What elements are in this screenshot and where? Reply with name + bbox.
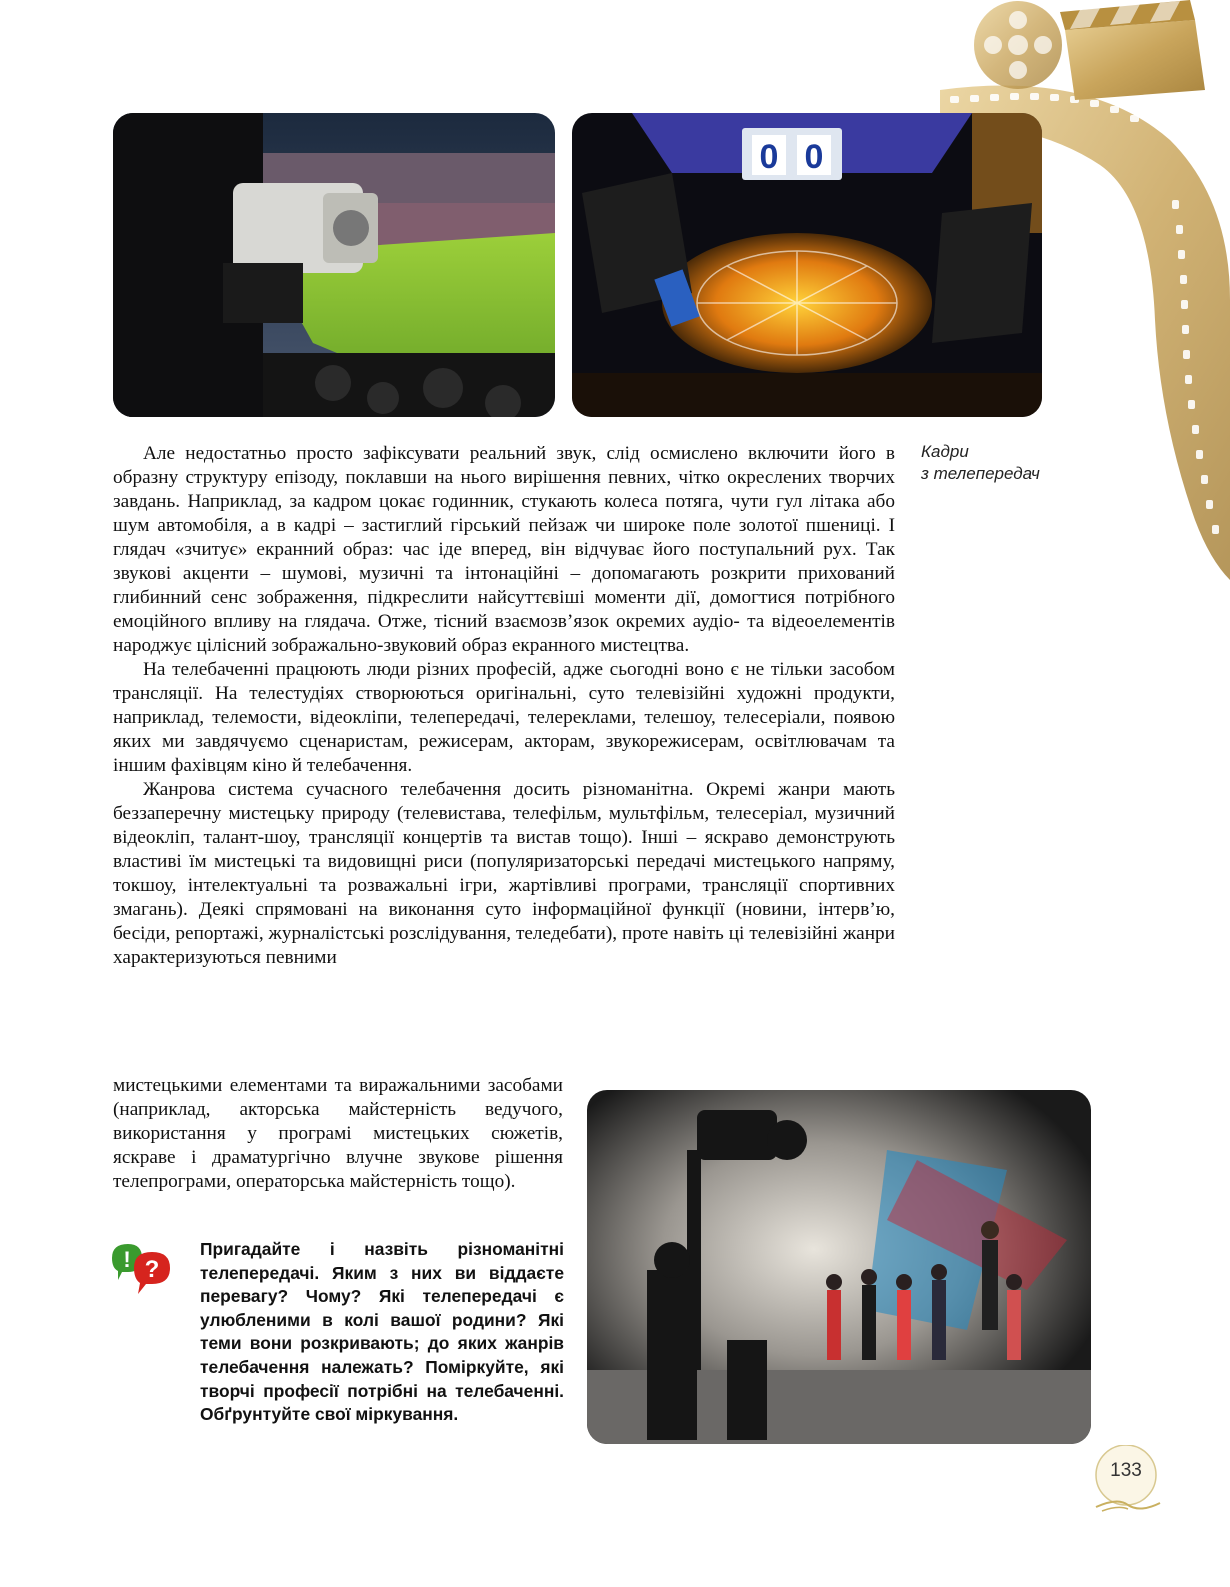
caption-line-2: з телепередач	[921, 464, 1040, 483]
score-right: 0	[804, 138, 824, 176]
score-left: 0	[759, 138, 779, 176]
exclamation-question-bubbles-icon	[108, 1240, 174, 1296]
studio-filming-photo	[587, 1090, 1091, 1444]
caption-line-1: Кадри	[921, 442, 969, 461]
page-number-badge	[1088, 1445, 1168, 1517]
paragraph-3-continuation: мистецькими елементами та виражальними засобами (наприклад, акторська майстерність ведучого, використання у програмі мистецьких сюжетів, яскраве і драматургічно влучне звукове рішення телепрограми, операторська майстерність тощо).	[113, 1075, 563, 1192]
photo-caption	[921, 441, 1101, 485]
stadium-camera-photo	[113, 113, 555, 417]
svg-text:?: ?	[144, 1256, 160, 1283]
svg-text:!: !	[123, 1247, 131, 1272]
film-reel-icon	[974, 1, 1062, 89]
clapperboard-icon	[1060, 0, 1205, 100]
main-text	[113, 442, 895, 970]
quiz-studio-photo	[572, 113, 1042, 417]
paragraph-3: Жанрова система сучасного телебачення досить різноманітна. Окремі жанри мають беззаперечну мистецьку природу (телевистава, телефільм, мультфільм, телесеріал, музичний відеокліп, талант-шоу, трансляції концертів та вистав тощо). Інші – яскраво демонструють властиві їм мистецькі та видовищні риси (популяризаторські передачі мистецького напряму, токшоу, інтелектуальні та розважальні ігри, жартівливі програми, трансляції спортивних змагань). Деякі спрямовані на виконання суто інформаційної функції (новини, інтерв’ю, бесіди, репортажі, журналістські розслідування, теледебати), проте навіть ці телевізійні жанри характеризуються певними	[113, 779, 895, 968]
discussion-question: Пригадайте і назвіть різноманітні телепередачі. Яким з них ви віддаєте перевагу? Чому? Які телепередачі є улюбленими в колі вашої родини? Які теми вони розкривають; до яких жанрів телебачення належать? Поміркуйте, які творчі професії потрібні на телебаченні. Обґрунтуйте свої міркування.	[200, 1239, 564, 1425]
paragraph-2: На телебаченні працюють люди різних професій, адже сьогодні воно є не тільки засобом трансляції. На телестудіях створюються оригінальні, суто телевізійні художні продукти, наприклад, телемости, відеокліпи, телепередачі, телереклами, телешоу, телесеріали, появою яких ми завдячуємо сценаристам, режисерам, акторам, звукорежисерам, освітлювачам та іншим фахівцям кіно й телебачення.	[113, 659, 895, 776]
paragraph-1: Але недостатньо просто зафіксувати реальний звук, слід осмислено включити його в образну структуру епізоду, поклавши на нього вирішення певних, чітко окреслених творчих завдань. Наприклад, за кадром цокає годинник, стукають колеса потяга, чути гул літака або шум автомобіля, а в кадрі – застиглий гірський пейзаж чи широке поле золотої пшениці. І глядач «зчитує» екранний образ: час іде вперед, він відчуває його поступальний рух. Так звукові акценти – шумові, музичні та інтонаційні – допомагають розкрити прихований глибинний сенс зображення, підкреслити найсуттєвіші моменти дії, домогтися потрібного емоційного впливу на глядача. Отже, тісний взаємозв’язок окремих аудіо- та відеоелементів народжує цілісний зображально-звуковий образ екранного мистецтва.	[113, 443, 895, 656]
page-number: 133	[1110, 1460, 1142, 1481]
